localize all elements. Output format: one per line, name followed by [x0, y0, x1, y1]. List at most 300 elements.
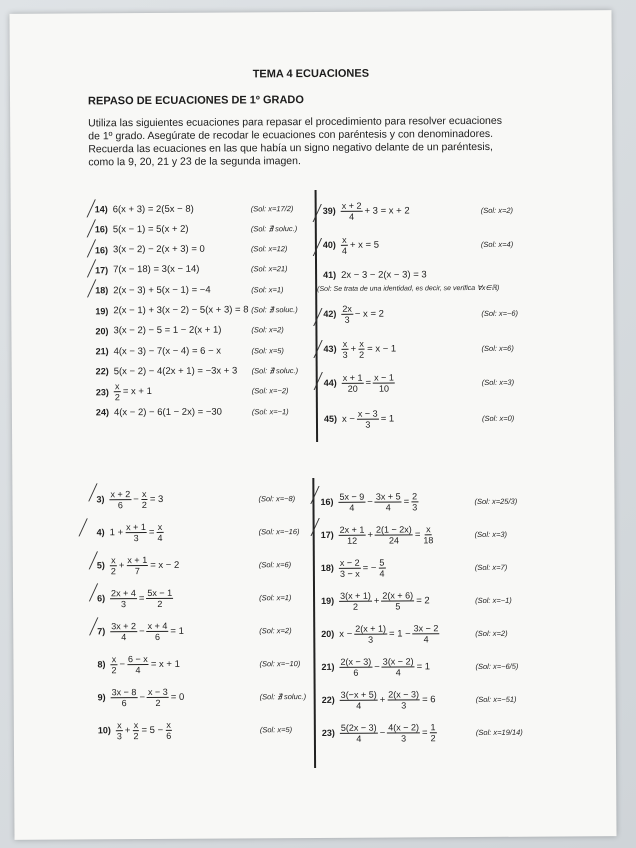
- fraction-numerator: 3(−x + 5): [340, 689, 377, 700]
- fraction-denominator: 18: [423, 534, 434, 545]
- expression-term: +: [118, 559, 125, 571]
- fraction: [373, 372, 395, 393]
- equation-expression: [340, 303, 385, 324]
- fraction-denominator: 4: [356, 733, 362, 744]
- expression-term: = 3: [149, 493, 164, 505]
- equation-expression: [109, 653, 181, 674]
- equation-expression: [338, 623, 440, 645]
- fraction: [411, 491, 418, 512]
- fraction-numerator: x: [114, 381, 120, 392]
- equation-expression: [112, 224, 190, 235]
- expression-term: −: [119, 658, 126, 670]
- fraction-denominator: 2: [141, 499, 147, 510]
- solution-label: (Sol: x=5): [259, 724, 293, 734]
- fraction-numerator: 2(x − 3): [340, 656, 372, 667]
- fraction-numerator: 4(x − 2): [388, 721, 420, 733]
- solution-label: (Sol: x=25/3): [474, 496, 518, 506]
- expression-term: −: [133, 493, 139, 505]
- fraction-denominator: 3: [401, 699, 407, 710]
- solution-label: (Sol: x=−6/5): [475, 661, 519, 671]
- fraction-numerator: x: [342, 234, 347, 245]
- expression-term: = 2: [416, 594, 430, 606]
- equation-number: 8): [97, 659, 106, 670]
- fraction: [358, 338, 365, 359]
- fraction-numerator: x: [359, 338, 364, 349]
- fraction: [156, 521, 163, 542]
- equation-expression: [338, 524, 436, 546]
- solution-label: (Sol: ∄ soluc.): [259, 691, 307, 701]
- equation-number: 9): [97, 692, 106, 703]
- fraction-denominator: 4: [423, 633, 429, 644]
- fraction-numerator: 5x − 9: [339, 491, 365, 502]
- fraction-denominator: 4: [341, 245, 347, 256]
- fraction-numerator: 2(x + 1): [355, 623, 386, 634]
- fraction-denominator: 3: [401, 732, 407, 743]
- equation-expression: [112, 203, 195, 215]
- fraction: [413, 623, 440, 644]
- expression-term: = x + 1: [150, 658, 180, 670]
- expression-term: 2x − 3 − 2(x − 3) = 3: [341, 268, 427, 281]
- equation-expression: [113, 365, 239, 377]
- solution-label: (Sol: x=17/2): [250, 203, 294, 213]
- expression-term: 2(x − 3) + 5(x − 1) = −4: [113, 284, 211, 296]
- expression-term: − x = 2: [354, 308, 384, 320]
- solution-label: (Sol: x=−6): [481, 308, 519, 318]
- equation-number: 5): [96, 560, 105, 571]
- fraction: [354, 623, 387, 644]
- expression-term: −: [139, 691, 146, 703]
- expression-term: =: [148, 526, 155, 538]
- equation: [323, 198, 411, 223]
- equation-expression: [108, 488, 164, 509]
- equation: [321, 654, 431, 679]
- equation-expression: [109, 620, 185, 641]
- equation-expression: [338, 590, 431, 612]
- expression-term: =: [421, 726, 428, 738]
- equation-number: 45): [323, 413, 338, 424]
- fraction-denominator: 2: [133, 730, 139, 741]
- fraction-numerator: 3x − 8: [111, 686, 137, 697]
- fraction-denominator: 3 − x: [339, 568, 360, 579]
- fraction: [378, 557, 385, 578]
- fraction-denominator: 6: [117, 499, 123, 510]
- fraction-numerator: 1: [430, 721, 436, 732]
- fraction-numerator: x: [111, 554, 116, 565]
- equation: [98, 685, 186, 710]
- fraction-denominator: 2: [352, 601, 359, 612]
- fraction-numerator: 3(x − 2): [382, 655, 414, 667]
- expression-term: = x − 1: [367, 342, 397, 355]
- instructions-paragraph: [88, 114, 558, 169]
- fraction: [109, 489, 131, 510]
- equation: [97, 520, 165, 544]
- equation-expression: [341, 372, 396, 393]
- equation-number: 17): [95, 265, 109, 276]
- equation: [323, 233, 380, 257]
- expression-term: x −: [341, 413, 355, 425]
- expression-term: 6(x + 3) = 2(5x − 8): [112, 203, 194, 215]
- fraction-numerator: x + 1: [342, 372, 363, 383]
- solution-label: (Sol: x=5): [251, 345, 284, 355]
- expression-term: −: [139, 625, 145, 637]
- fraction-denominator: 2: [114, 392, 120, 403]
- equation-number: 6): [97, 593, 106, 604]
- equation: [321, 588, 431, 613]
- fraction: [430, 722, 437, 743]
- fraction-denominator: 6: [353, 667, 359, 678]
- equation-expression: [340, 269, 428, 281]
- fraction-denominator: 2: [157, 598, 163, 609]
- fraction: [110, 621, 137, 642]
- fraction-numerator: 2x: [342, 303, 352, 314]
- expression-term: =: [138, 592, 145, 604]
- fraction-denominator: 6: [166, 730, 172, 741]
- fraction-numerator: 6 − x: [127, 653, 148, 664]
- identity-note: (Sol: Se trata de una identidad, es decir, se verifica ∀x∈ℝ): [317, 284, 500, 293]
- equation-expression: [340, 338, 397, 359]
- expression-term: −: [367, 496, 373, 508]
- fraction-denominator: 24: [388, 534, 399, 546]
- expression-term: = 5 −: [141, 724, 164, 736]
- fraction-numerator: 5(2x − 3): [340, 722, 377, 733]
- fraction-denominator: 5: [395, 600, 401, 612]
- solution-label: (Sol: x=21): [251, 264, 288, 274]
- fraction-denominator: 3: [120, 598, 127, 609]
- equation: [97, 619, 185, 644]
- fraction-numerator: 2(x − 3): [388, 688, 420, 700]
- equation-number: 23): [321, 727, 335, 738]
- solution-label: (Sol: x=2): [480, 205, 514, 215]
- fraction-numerator: 2x + 1: [339, 524, 365, 535]
- equation-expression: [109, 554, 181, 575]
- equation-number: 19): [95, 305, 109, 316]
- solution-label: (Sol: x=19/14): [475, 727, 523, 737]
- expression-term: +: [124, 724, 131, 736]
- fraction-numerator: 2(x + 6): [382, 589, 414, 601]
- fraction: [125, 522, 147, 543]
- equation: [97, 553, 181, 578]
- fraction-denominator: 2: [359, 349, 365, 360]
- equation-number: 16): [320, 496, 334, 507]
- equation-number: 40): [322, 239, 336, 250]
- equation: [320, 489, 419, 514]
- fraction-numerator: x + 1: [127, 554, 148, 565]
- solution-label: (Sol: x=−2): [251, 386, 289, 396]
- fraction-denominator: 3: [365, 419, 371, 430]
- equation-expression: [338, 656, 431, 678]
- column-divider-bottom: [312, 478, 316, 768]
- expression-term: = 1: [380, 413, 395, 425]
- fraction: [341, 303, 353, 324]
- fraction-denominator: 6: [121, 697, 127, 708]
- fraction-numerator: x: [166, 719, 171, 730]
- fraction: [338, 491, 365, 512]
- fraction-denominator: 4: [121, 631, 127, 642]
- expression-term: −: [374, 661, 380, 673]
- equation: [321, 621, 440, 646]
- fraction-denominator: 4: [349, 211, 355, 222]
- instructions-line: de 1º grado. Asegúrate de recodar le ecuaciones con paréntesis y con denominadores.: [88, 127, 494, 143]
- fraction: [381, 590, 414, 611]
- solution-label: (Sol: x=12): [250, 244, 288, 254]
- fraction: [341, 234, 348, 255]
- fraction: [375, 491, 402, 512]
- fraction: [141, 489, 148, 510]
- fraction: [357, 408, 379, 429]
- expression-term: = 1: [170, 625, 184, 637]
- expression-term: =: [414, 528, 421, 540]
- solution-label: (Sol: x=−10): [259, 658, 301, 668]
- solution-label: (Sol: x=4): [480, 239, 514, 249]
- fraction-denominator: 3: [368, 634, 374, 645]
- equation-expression: [338, 557, 387, 578]
- fraction-numerator: 2x + 4: [111, 587, 136, 598]
- fraction-numerator: 3(x + 1): [340, 590, 371, 601]
- equation-number: 41): [323, 269, 337, 280]
- expression-term: 5(x − 2) − 4(2x + 1) = −3x + 3: [113, 365, 238, 378]
- equation: [324, 406, 395, 430]
- fraction-denominator: 20: [347, 383, 358, 394]
- fraction-denominator: 10: [378, 383, 390, 394]
- expression-term: 1 +: [109, 526, 124, 538]
- instructions-line: Utiliza las siguientes ecuaciones para repasar el procedimiento para resolver ecuaciones: [88, 114, 502, 130]
- expression-term: = x + 1: [122, 386, 152, 398]
- equation-number: 18): [320, 562, 334, 573]
- equation: [322, 720, 438, 745]
- fraction: [340, 722, 378, 743]
- expression-term: x −: [339, 628, 353, 640]
- equation-expression: [337, 491, 419, 512]
- solution-label: (Sol: x=2): [475, 628, 508, 638]
- fraction: [339, 524, 366, 545]
- fraction: [387, 722, 420, 743]
- equation-expression: [113, 406, 223, 418]
- equation-number: 24): [95, 407, 109, 418]
- fraction-denominator: 3: [412, 501, 418, 512]
- fraction-numerator: x: [111, 653, 117, 664]
- equation-expression: [109, 521, 165, 542]
- equation-expression: [112, 264, 200, 276]
- equation-expression: [110, 686, 186, 707]
- expression-term: 3(x − 2) − 2(x + 3) = 0: [112, 243, 205, 256]
- equation-number: 17): [320, 529, 334, 540]
- expression-term: 2(x − 1) + 3(x − 2) − 5(x + 3) = 8: [113, 304, 249, 317]
- fraction-denominator: 3: [344, 314, 350, 325]
- equation: [97, 586, 174, 610]
- equation: [322, 687, 437, 712]
- fraction: [382, 656, 415, 677]
- fraction-numerator: 5x − 1: [147, 587, 173, 598]
- fraction: [341, 200, 363, 221]
- fraction-denominator: 3: [342, 349, 348, 360]
- equation-number: 43): [323, 343, 337, 354]
- fraction-numerator: x + 2: [341, 200, 362, 211]
- equation-expression: [109, 587, 174, 608]
- equation: [98, 718, 173, 742]
- fraction-numerator: 3x − 2: [413, 622, 439, 633]
- equation-number: 19): [321, 595, 335, 606]
- expression-term: + 3 = x + 2: [364, 204, 410, 217]
- expression-term: =: [365, 377, 372, 389]
- equation-number: 18): [95, 285, 109, 296]
- equation-number: 7): [97, 626, 106, 637]
- solution-label: (Sol: x=−1): [475, 595, 512, 605]
- fraction-denominator: 4: [395, 666, 401, 677]
- fraction-numerator: x: [133, 719, 139, 730]
- fraction-numerator: x − 3: [147, 686, 168, 697]
- solution-label: (Sol: ∄ soluc.): [251, 365, 299, 376]
- equation-expression: [340, 200, 411, 221]
- solution-label: (Sol: x=2): [259, 625, 292, 635]
- equation: [323, 302, 385, 326]
- fraction: [146, 587, 173, 608]
- fraction-numerator: 5: [379, 557, 385, 568]
- fraction: [340, 689, 378, 710]
- section-heading: REPASO DE ECUACIONES DE 1º GRADO: [87, 94, 304, 108]
- fraction-numerator: x − 1: [374, 372, 394, 383]
- fraction-numerator: x: [342, 338, 348, 349]
- fraction: [116, 720, 123, 741]
- solution-label: (Sol: x=7): [474, 562, 508, 572]
- fraction-denominator: 6: [154, 631, 161, 642]
- solution-label: (Sol: ∄ soluc.): [251, 305, 298, 315]
- expression-term: = 6: [422, 693, 436, 705]
- equation-number: 21): [321, 661, 335, 672]
- equation-number: 22): [95, 366, 109, 377]
- fraction: [387, 689, 420, 710]
- solution-label: (Sol: x=1): [259, 592, 292, 602]
- fraction: [375, 524, 413, 545]
- fraction: [339, 557, 361, 578]
- fraction: [126, 555, 148, 576]
- fraction-numerator: x − 2: [339, 557, 360, 568]
- fraction-denominator: 4: [157, 532, 163, 543]
- fraction-numerator: x: [426, 523, 431, 534]
- solution-label: (Sol: ∄ soluc.): [250, 223, 298, 234]
- fraction-numerator: 3x + 2: [111, 620, 137, 631]
- equation: [96, 400, 223, 425]
- equation-number: 21): [95, 346, 109, 357]
- expression-term: 3(x − 2) − 5 = 1 − 2(x + 1): [113, 324, 222, 337]
- fraction-denominator: 12: [347, 535, 358, 546]
- expression-term: +: [367, 529, 374, 541]
- equation-number: 39): [322, 205, 336, 216]
- fraction-denominator: 7: [134, 565, 140, 576]
- equation-expression: [115, 719, 173, 740]
- solution-label: (Sol: x=2): [251, 325, 284, 335]
- equation-expression: [112, 304, 249, 316]
- page-title: TEMA 4 ECUACIONES: [252, 67, 370, 81]
- equation: [321, 522, 436, 547]
- equation-number: 14): [94, 204, 108, 215]
- equation-number: 42): [323, 308, 337, 319]
- fraction: [341, 338, 348, 359]
- solution-label: (Sol: x=−1): [251, 406, 289, 416]
- fraction-denominator: 4: [356, 700, 362, 711]
- fraction-denominator: 2: [111, 664, 117, 675]
- solution-label: (Sol: x=−51): [475, 694, 517, 704]
- fraction: [132, 720, 139, 741]
- fraction: [422, 524, 434, 545]
- equation-expression: [112, 244, 206, 256]
- expression-term: 5(x − 1) = 5(x + 2): [112, 223, 189, 236]
- solution-label: (Sol: x=6): [481, 343, 514, 353]
- equation: [96, 487, 164, 511]
- fraction: [110, 654, 117, 675]
- fraction-numerator: x: [157, 521, 163, 532]
- fraction-numerator: x: [141, 488, 147, 499]
- expression-term: +: [373, 595, 380, 607]
- fraction-denominator: 4: [385, 502, 391, 513]
- worksheet-page: [9, 10, 616, 840]
- fraction: [147, 620, 169, 641]
- equation: [323, 262, 428, 287]
- fraction: [342, 372, 364, 393]
- equation: [324, 370, 396, 394]
- fraction-denominator: 2: [155, 697, 161, 708]
- equation-number: 4): [96, 527, 105, 538]
- equation-number: 20): [95, 326, 109, 337]
- fraction-numerator: 3x + 5: [375, 490, 401, 502]
- equation-expression: [341, 408, 395, 429]
- instructions-line: Recuerda las ecuaciones en las que había un signo negativo delante de un paréntesis,: [88, 140, 493, 156]
- equation-number: 44): [323, 377, 337, 388]
- equation-number: 23): [95, 386, 109, 398]
- solution-label: (Sol: x=3): [481, 377, 515, 387]
- equation-expression: [112, 325, 222, 337]
- fraction: [339, 656, 372, 677]
- fraction-denominator: 2: [430, 732, 436, 743]
- solution-label: (Sol: x=0): [481, 413, 515, 423]
- fraction-denominator: 3: [116, 730, 122, 741]
- expression-term: 4(x − 3) − 7(x − 4) = 6 − x: [113, 345, 222, 357]
- solution-label: (Sol: x=−16): [258, 526, 300, 536]
- fraction-numerator: x − 3: [357, 408, 378, 419]
- fraction: [147, 686, 169, 707]
- solution-label: (Sol: x=−8): [258, 493, 296, 503]
- fraction-numerator: 2(1 − 2x): [375, 523, 412, 535]
- equation-expression: [339, 722, 438, 744]
- fraction: [111, 687, 138, 708]
- equation-number: 16): [94, 224, 108, 235]
- solution-label: (Sol: x=3): [474, 529, 508, 539]
- equation: [97, 652, 181, 677]
- solution-label: (Sol: x=6): [258, 559, 292, 569]
- fraction-denominator: 2: [110, 565, 116, 576]
- fraction-denominator: 4: [379, 568, 385, 579]
- expression-term: 4(x − 2) − 6(1 − 2x) = −30: [113, 406, 222, 418]
- expression-term: = 1: [416, 660, 431, 672]
- fraction: [110, 555, 117, 576]
- expression-term: =: [403, 495, 410, 507]
- fraction-denominator: 4: [349, 502, 355, 513]
- equation-expression: [339, 689, 437, 711]
- expression-term: +: [350, 343, 357, 355]
- solution-label: (Sol: x=1): [251, 284, 284, 295]
- fraction-denominator: 3: [133, 532, 139, 543]
- fraction-numerator: x + 1: [126, 521, 146, 532]
- fraction: [339, 590, 372, 611]
- fraction-numerator: x + 4: [147, 620, 168, 631]
- equation-expression: [112, 284, 212, 296]
- fraction: [127, 654, 149, 675]
- fraction-numerator: 2: [412, 490, 418, 501]
- expression-term: = 1 −: [388, 627, 411, 640]
- expression-term: = 0: [170, 691, 185, 703]
- expression-term: + x = 5: [349, 239, 380, 251]
- fraction-denominator: 4: [135, 664, 141, 675]
- equation-number: 16): [94, 244, 108, 255]
